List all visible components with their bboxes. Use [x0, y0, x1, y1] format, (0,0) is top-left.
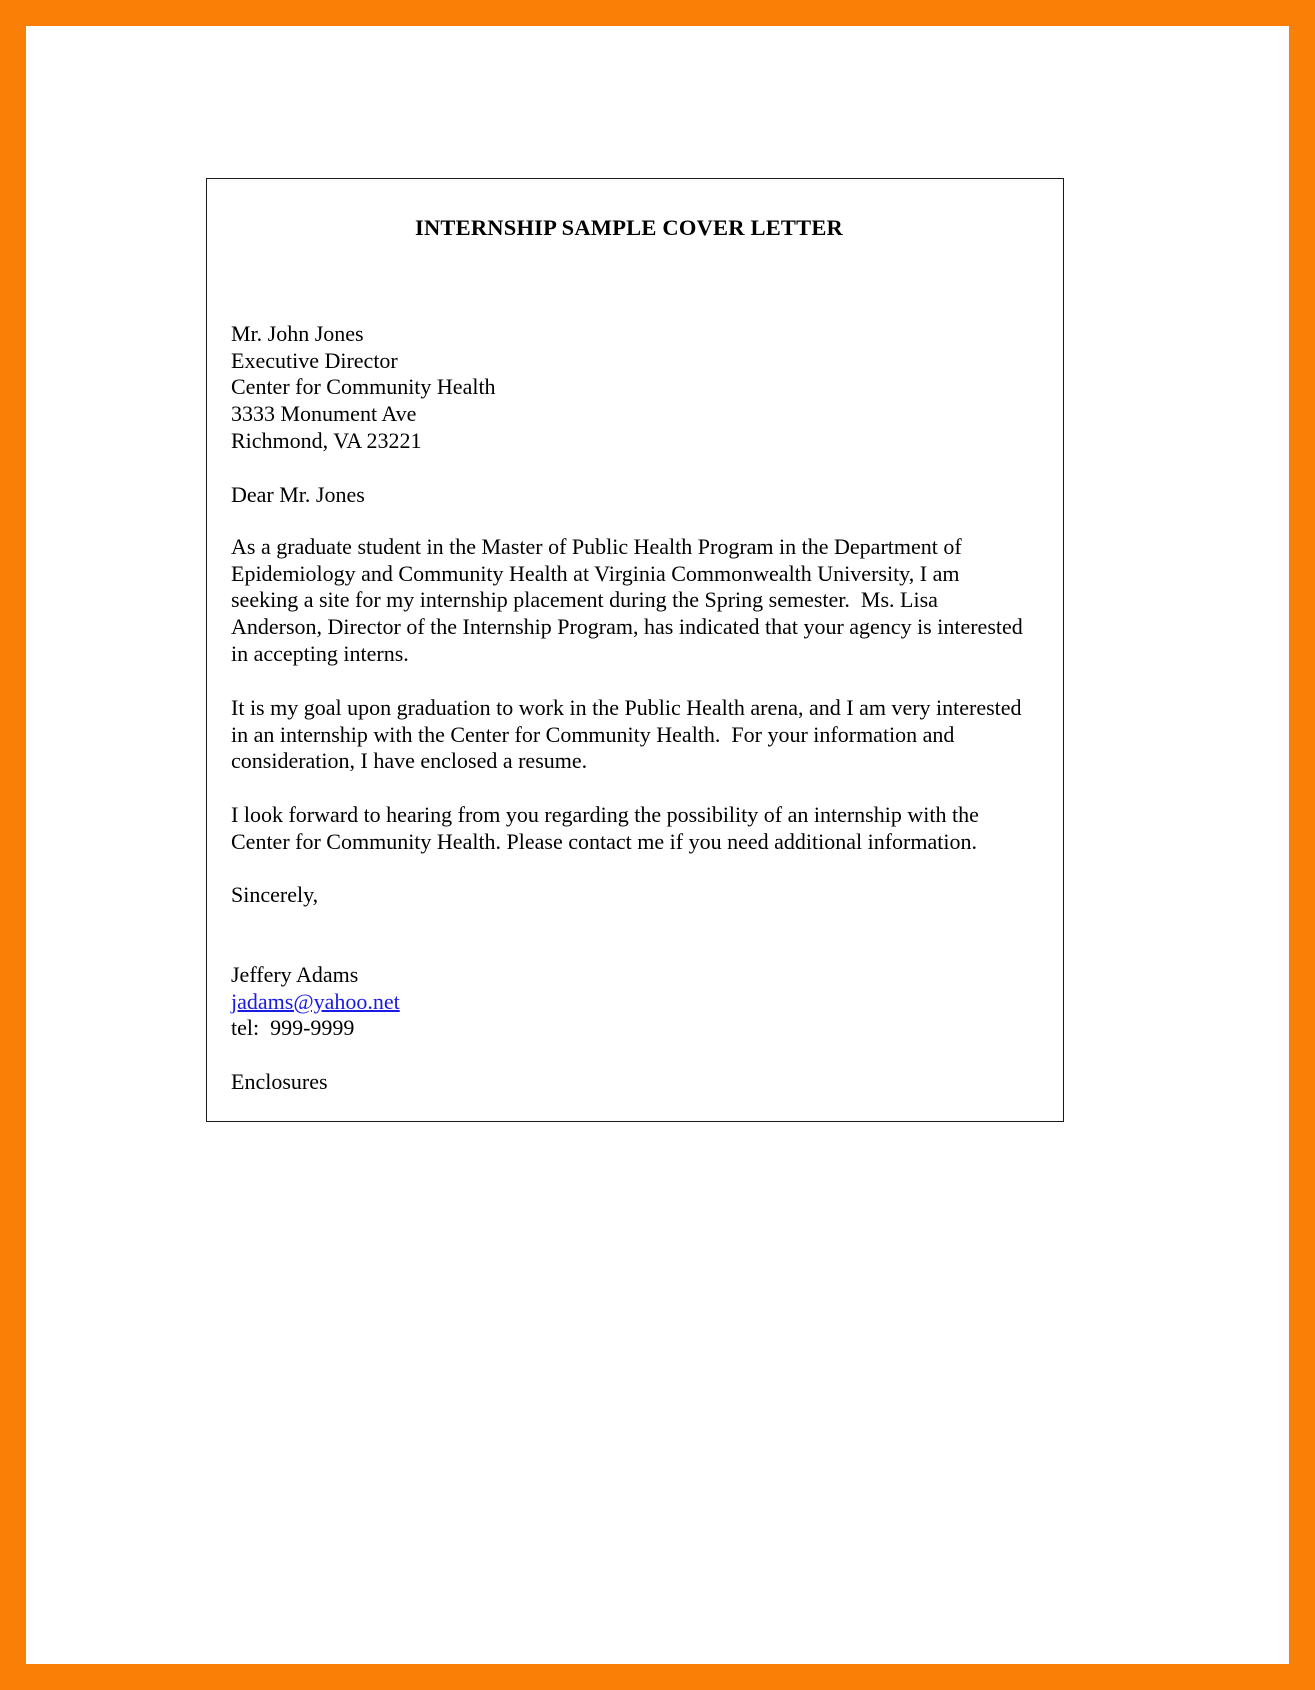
recipient-name: Mr. John Jones — [231, 321, 364, 346]
paragraph-1-line-5: in accepting interns. — [231, 640, 409, 666]
recipient-street: 3333 Monument Ave — [231, 401, 417, 427]
paragraph-1-line-3: seeking a site for my internship placement during the Spring semester. Ms. Lisa — [231, 587, 938, 613]
body-paragraph-3 — [231, 802, 1033, 855]
page-background — [26, 26, 1289, 1664]
recipient-job-title: Executive Director — [231, 347, 398, 373]
paragraph-1-line-1: As a graduate student in the Master of Public Health Program in the Department of — [231, 534, 962, 559]
paragraph-3-line-1: I look forward to hearing from you regarding the possibility of an internship with the — [231, 802, 979, 827]
page-title: INTERNSHIP SAMPLE COVER LETTER — [415, 215, 843, 240]
paragraph-3-line-2: Center for Community Health. Please contact me if you need additional information. — [231, 828, 977, 854]
signature-block — [231, 962, 1071, 1042]
paragraph-1-line-4: Anderson, Director of the Internship Program, has indicated that your agency is interested — [231, 614, 1023, 640]
paragraph-2-line-3: consideration, I have enclosed a resume. — [231, 748, 588, 774]
cover-letter-document — [206, 178, 1064, 1122]
sender-name: Jeffery Adams — [231, 962, 359, 987]
paragraph-2-line-1: It is my goal upon graduation to work in the Public Health arena, and I am very interested — [231, 695, 1022, 720]
body-paragraph-2 — [231, 695, 1069, 775]
closing-line: Sincerely, — [231, 882, 319, 907]
recipient-organization: Center for Community Health — [231, 374, 496, 400]
salutation-line: Dear Mr. Jones — [231, 482, 365, 507]
sender-phone: tel: 999-9999 — [231, 1015, 355, 1041]
body-paragraph-1 — [231, 534, 1070, 668]
enclosures-line: Enclosures — [231, 1069, 328, 1094]
recipient-city-state-zip: Richmond, VA 23221 — [231, 427, 422, 453]
paragraph-2-line-2: in an internship with the Center for Community Health. For your information and — [231, 721, 955, 747]
paragraph-1-line-2: Epidemiology and Community Health at Virginia Commonwealth University, I am — [231, 560, 960, 586]
letter-content-area — [219, 179, 1065, 1121]
sender-email-link[interactable]: jadams@yahoo.net — [231, 988, 400, 1014]
recipient-address-block — [231, 321, 1071, 455]
